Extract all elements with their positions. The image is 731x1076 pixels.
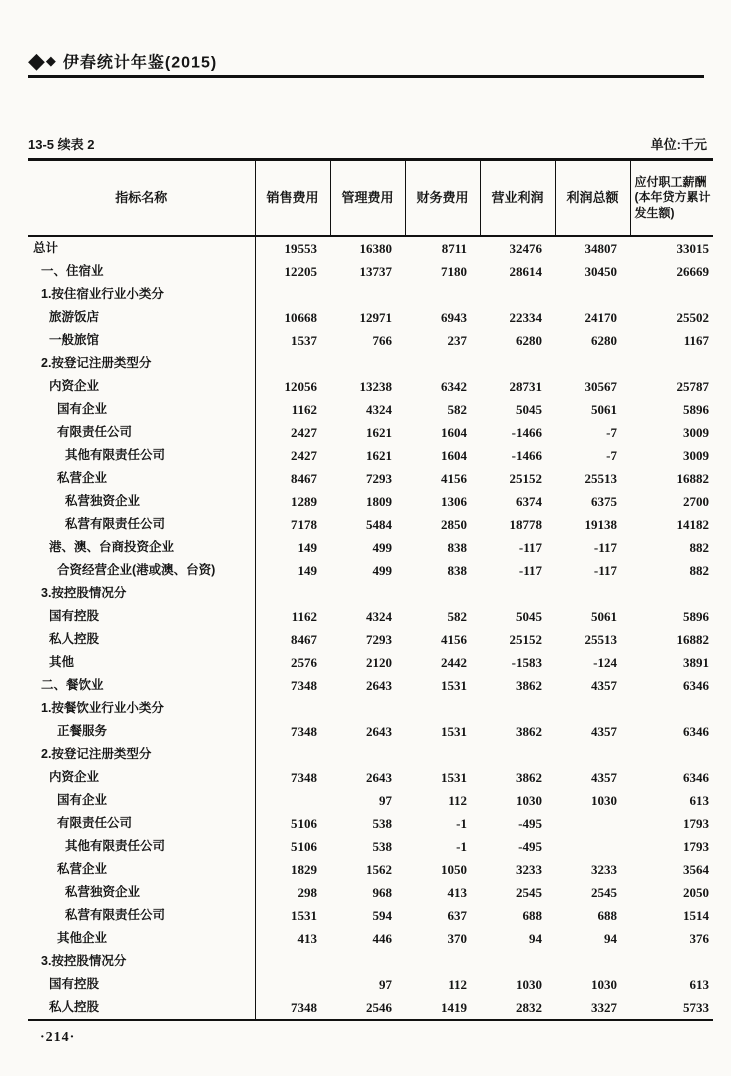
cell-value: 33015 [676,241,709,256]
cell-value: 5045 [516,609,542,624]
cell-value: 25513 [584,471,617,486]
cell-value [630,352,713,375]
row-label: 国有企业 [28,789,255,812]
cell-value: 28731 [509,379,542,394]
cell-value [330,283,405,306]
cell-value: 4324 [366,609,392,624]
cell-value: 1289 [291,494,317,509]
cell-value [330,697,405,720]
table-header [28,160,713,237]
cell-value: 1621 [366,448,392,463]
cell-value: 1793 [683,816,709,831]
table-row [28,927,713,950]
table-row [28,582,713,605]
book-header [28,48,704,78]
row-label: 一、住宿业 [28,260,255,283]
cell-value: 4324 [366,402,392,417]
cell-value: 5045 [516,402,542,417]
cell-value: 538 [372,816,392,831]
row-label: 二、餐饮业 [28,674,255,697]
column-header-operating-profit: 营业利润 [480,160,555,237]
cell-value: 1050 [441,862,467,877]
cell-value: 3862 [516,770,542,785]
cell-value: 2850 [441,517,467,532]
cell-value: 766 [372,333,392,348]
cell-value [630,950,713,973]
cell-value: -1583 [511,655,542,670]
cell-value: 25152 [509,471,542,486]
column-header-selling-expense: 销售费用 [255,160,330,237]
table-row [28,421,713,444]
cell-value: 1809 [366,494,392,509]
cell-value: 2576 [291,655,317,670]
cell-value: 7348 [291,1000,317,1015]
cell-value [555,283,630,306]
cell-value: -1 [456,816,467,831]
cell-value: 4156 [441,471,467,486]
cell-value: 7348 [291,724,317,739]
cell-value: -117 [593,540,617,555]
cell-value: 2643 [366,724,392,739]
cell-value: 1793 [683,839,709,854]
cell-value: 1030 [591,793,617,808]
cell-value [555,812,630,835]
cell-value: 1531 [441,678,467,693]
row-label: 私营有限责任公司 [28,904,255,927]
row-label: 私人控股 [28,628,255,651]
table-row [28,835,713,858]
row-label: 3.按控股情况分 [28,950,255,973]
cell-value: 8467 [291,471,317,486]
cell-value: 112 [448,977,467,992]
table-row [28,329,713,352]
cell-value: -1466 [511,425,542,440]
table-row [28,904,713,927]
cell-value [555,835,630,858]
cell-value: 2120 [366,655,392,670]
cell-value: 3327 [591,1000,617,1015]
cell-value [555,697,630,720]
row-label: 私营独资企业 [28,881,255,904]
cell-value: 4357 [591,678,617,693]
cell-value: -7 [606,425,617,440]
table-header-row [28,160,713,237]
cell-value [480,697,555,720]
cell-value: 25152 [509,632,542,647]
cell-value [480,283,555,306]
cell-value [255,789,330,812]
cell-value: 3862 [516,724,542,739]
cell-value [555,352,630,375]
column-header-financial-expense: 财务费用 [405,160,480,237]
row-label: 内资企业 [28,375,255,398]
cell-value [405,743,480,766]
cell-value: 149 [297,563,317,578]
diamond-icon-small: ◆ [45,53,56,68]
cell-value: 10668 [284,310,317,325]
row-label: 有限责任公司 [28,421,255,444]
cell-value: 1604 [441,448,467,463]
table-row [28,490,713,513]
cell-value: 2643 [366,678,392,693]
cell-value: 5061 [591,402,617,417]
cell-value [480,743,555,766]
cell-value: 112 [448,793,467,808]
row-label: 其他有限责任公司 [28,835,255,858]
cell-value: 6280 [516,333,542,348]
cell-value [405,352,480,375]
cell-value: 538 [372,839,392,854]
cell-value: 446 [372,931,392,946]
cell-value: 6346 [683,724,709,739]
cell-value [255,582,330,605]
table-row [28,536,713,559]
cell-value: -1 [456,839,467,854]
cell-value: 6342 [441,379,467,394]
row-label: 一般旅馆 [28,329,255,352]
table-number-label: 13-5 续表 2 [28,137,95,152]
row-label: 总计 [28,236,255,260]
cell-value: -1466 [511,448,542,463]
cell-value: 1162 [291,402,317,417]
cell-value: 3891 [683,655,709,670]
cell-value: 26669 [676,264,709,279]
cell-value [255,973,330,996]
table-row [28,306,713,329]
cell-value: 882 [689,563,709,578]
cell-value: 2700 [683,494,709,509]
cell-value: 1604 [441,425,467,440]
table-row [28,375,713,398]
row-label: 私营有限责任公司 [28,513,255,536]
cell-value: 25502 [676,310,709,325]
cell-value: 1167 [683,333,709,348]
cell-value [255,283,330,306]
cell-value: 1562 [366,862,392,877]
cell-value: 6943 [441,310,467,325]
row-label: 私营企业 [28,858,255,881]
cell-value: 582 [447,609,467,624]
cell-value: 5733 [683,1000,709,1015]
column-header-payable-salary: 应付职工薪酬(本年贷方累计发生额) [630,160,713,237]
cell-value [255,950,330,973]
cell-value: 4357 [591,770,617,785]
cell-value: 2427 [291,425,317,440]
cell-value: 22334 [509,310,542,325]
row-label: 正餐服务 [28,720,255,743]
cell-value: 30450 [584,264,617,279]
cell-value: 8467 [291,632,317,647]
cell-value: 149 [297,540,317,555]
cell-value: 3233 [591,862,617,877]
table-row [28,444,713,467]
cell-value: 14182 [676,517,709,532]
row-label: 国有企业 [28,398,255,421]
cell-value [555,743,630,766]
table-row [28,236,713,260]
row-label: 1.按餐饮业行业小类分 [28,697,255,720]
cell-value: 4156 [441,632,467,647]
cell-value: 1030 [591,977,617,992]
cell-value: 298 [297,885,317,900]
cell-value [405,283,480,306]
cell-value: 12205 [284,264,317,279]
cell-value: 637 [447,908,467,923]
table-row [28,628,713,651]
table-row [28,513,713,536]
cell-value: 1162 [291,609,317,624]
cell-value: 6375 [591,494,617,509]
row-label: 有限责任公司 [28,812,255,835]
cell-value: 1621 [366,425,392,440]
table-row [28,467,713,490]
cell-value: 28614 [509,264,542,279]
cell-value: 97 [379,793,392,808]
cell-value: -7 [606,448,617,463]
cell-value: 25513 [584,632,617,647]
cell-value: 7293 [366,471,392,486]
cell-value: 2050 [683,885,709,900]
cell-value [405,697,480,720]
cell-value: 5896 [683,402,709,417]
cell-value [255,743,330,766]
cell-value: 5106 [291,816,317,831]
cell-value [255,697,330,720]
row-label: 2.按登记注册类型分 [28,352,255,375]
cell-value: 3233 [516,862,542,877]
row-label: 港、澳、台商投资企业 [28,536,255,559]
cell-value [630,743,713,766]
cell-value: 968 [372,885,392,900]
table-row [28,720,713,743]
row-label: 合资经营企业(港或澳、台资) [28,559,255,582]
cell-value [555,582,630,605]
cell-value [480,950,555,973]
row-label: 内资企业 [28,766,255,789]
cell-value [330,582,405,605]
cell-value: 1030 [516,793,542,808]
table-row [28,260,713,283]
cell-value: 613 [689,977,709,992]
cell-value: 3862 [516,678,542,693]
cell-value: -117 [593,563,617,578]
cell-value: 1306 [441,494,467,509]
row-label: 其他有限责任公司 [28,444,255,467]
cell-value: 13737 [359,264,392,279]
cell-value: -117 [518,540,542,555]
unit-label: 单位:千元 [650,137,707,152]
cell-value: 32476 [509,241,542,256]
cell-value [405,950,480,973]
cell-value: 4357 [591,724,617,739]
diamond-icon-large: ◆ [28,48,45,73]
table-row [28,950,713,973]
cell-value: 5484 [366,517,392,532]
row-label: 1.按住宿业行业小类分 [28,283,255,306]
cell-value: 12971 [359,310,392,325]
cell-value: 2442 [441,655,467,670]
cell-value: 2545 [516,885,542,900]
cell-value: 7180 [441,264,467,279]
cell-value: 5106 [291,839,317,854]
cell-value: 16882 [676,471,709,486]
table-caption-row [28,134,707,153]
cell-value [630,283,713,306]
cell-value [630,697,713,720]
cell-value: 582 [447,402,467,417]
cell-value [255,352,330,375]
cell-value: 1419 [441,1000,467,1015]
cell-value: 237 [447,333,467,348]
book-title: 伊春统计年鉴(2015) [62,54,218,72]
table-row [28,743,713,766]
cell-value: 413 [297,931,317,946]
cell-value: 499 [372,563,392,578]
cell-value: 2427 [291,448,317,463]
table-body [28,236,713,1020]
cell-value: 7348 [291,770,317,785]
row-label: 国有控股 [28,605,255,628]
row-label: 3.按控股情况分 [28,582,255,605]
cell-value: 613 [689,793,709,808]
cell-value: -117 [518,563,542,578]
cell-value: 94 [529,931,542,946]
cell-value: 18778 [509,517,542,532]
cell-value: -495 [518,839,542,854]
cell-value [330,950,405,973]
cell-value: 16882 [676,632,709,647]
cell-value: 6346 [683,770,709,785]
cell-value: 7348 [291,678,317,693]
cell-value: 1514 [683,908,709,923]
cell-value: 376 [689,931,709,946]
cell-value [630,582,713,605]
table-row [28,858,713,881]
cell-value [480,352,555,375]
column-header-total-profit: 利润总额 [555,160,630,237]
cell-value: 413 [447,885,467,900]
table-row [28,812,713,835]
cell-value: 688 [522,908,542,923]
table-row [28,881,713,904]
cell-value: 13238 [359,379,392,394]
cell-value: 30567 [584,379,617,394]
cell-value: 97 [379,977,392,992]
cell-value: 8711 [441,241,467,256]
row-label: 旅游饭店 [28,306,255,329]
cell-value: 838 [447,563,467,578]
cell-value: 2546 [366,1000,392,1015]
cell-value [480,582,555,605]
cell-value: 6280 [591,333,617,348]
table-row [28,605,713,628]
cell-value [555,950,630,973]
row-label: 国有控股 [28,973,255,996]
cell-value: 2643 [366,770,392,785]
cell-value: 499 [372,540,392,555]
cell-value: 5061 [591,609,617,624]
cell-value: 2832 [516,1000,542,1015]
cell-value: 3009 [683,425,709,440]
cell-value: 838 [447,540,467,555]
table-row [28,283,713,306]
cell-value: 3009 [683,448,709,463]
cell-value: 6374 [516,494,542,509]
cell-value: 2545 [591,885,617,900]
table-row [28,766,713,789]
column-header-admin-expense: 管理费用 [330,160,405,237]
row-label: 2.按登记注册类型分 [28,743,255,766]
page-number: ·214· [40,1030,76,1045]
cell-value: 7293 [366,632,392,647]
table-row [28,651,713,674]
cell-value: 5896 [683,609,709,624]
cell-value: 34807 [584,241,617,256]
table-row [28,352,713,375]
cell-value: 94 [604,931,617,946]
cell-value: 1030 [516,977,542,992]
cell-value: 1531 [291,908,317,923]
table-row [28,996,713,1020]
cell-value: 688 [597,908,617,923]
cell-value: 882 [689,540,709,555]
cell-value: -495 [518,816,542,831]
row-label: 私营企业 [28,467,255,490]
cell-value: -124 [593,655,617,670]
cell-value [330,743,405,766]
cell-value: 19138 [584,517,617,532]
row-label: 私营独资企业 [28,490,255,513]
cell-value: 370 [447,931,467,946]
cell-value: 24170 [584,310,617,325]
cell-value [405,582,480,605]
table-row [28,674,713,697]
table-row [28,559,713,582]
header-rule [28,75,704,78]
statistics-table [28,158,713,1021]
cell-value: 19553 [284,241,317,256]
table-row [28,973,713,996]
cell-value: 1531 [441,770,467,785]
cell-value: 1829 [291,862,317,877]
cell-value: 1537 [291,333,317,348]
cell-value: 1531 [441,724,467,739]
cell-value [330,352,405,375]
cell-value: 16380 [359,241,392,256]
cell-value: 7178 [291,517,317,532]
table-row [28,398,713,421]
cell-value: 12056 [284,379,317,394]
cell-value: 3564 [683,862,709,877]
table-row [28,697,713,720]
column-header-indicator: 指标名称 [28,160,255,237]
cell-value: 6346 [683,678,709,693]
table-row [28,789,713,812]
row-label: 其他企业 [28,927,255,950]
row-label: 其他 [28,651,255,674]
cell-value: 25787 [676,379,709,394]
cell-value: 594 [372,908,392,923]
row-label: 私人控股 [28,996,255,1020]
